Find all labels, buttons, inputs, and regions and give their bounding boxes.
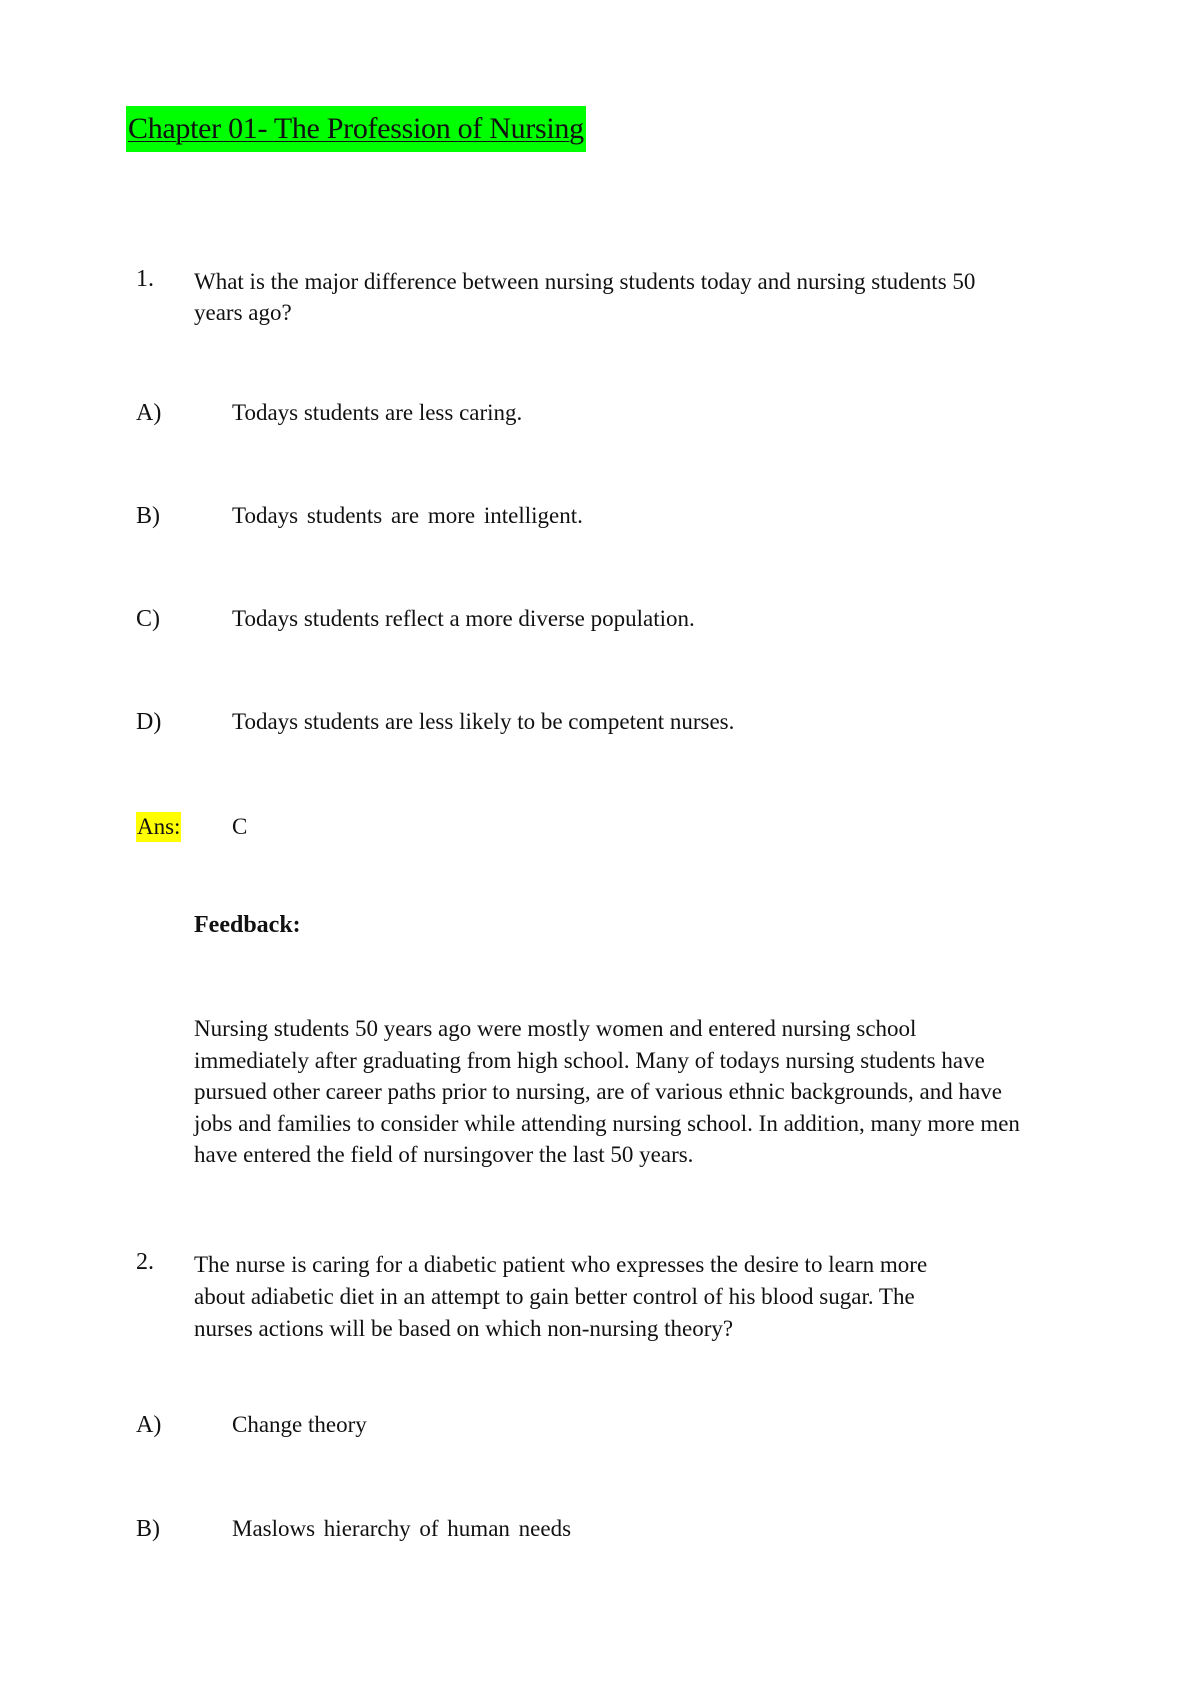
- question-1-text: What is the major difference between nursing students today and nursing students 50 years ago?: [194, 269, 976, 325]
- question-2-option-a-text: Change theory: [232, 1412, 367, 1437]
- chapter-title: Chapter 01- The Profession of Nursing: [126, 106, 586, 152]
- question-2-option-b-letter: B): [136, 1516, 160, 1542]
- answer-value: C: [232, 814, 248, 839]
- question-1-option-d-text: Todays students are less likely to be competent nurses.: [232, 709, 735, 734]
- question-1-option-c-text: Todays students reflect a more diverse population.: [232, 606, 695, 631]
- question-1-option-c-letter: C): [136, 606, 160, 632]
- question-1-option-a-text: Todays students are less caring.: [232, 400, 523, 425]
- question-1-option-a-letter: A): [136, 400, 162, 426]
- question-1-option-b-letter: B): [136, 503, 160, 529]
- question-2-text: The nurse is caring for a diabetic patient who expresses the desire to learn more about adiabetic diet in an attempt to gain better control of his blood sugar. The nurses actions will be based on which non-nursing theory?: [194, 1252, 928, 1341]
- question-2-option-a-letter: A): [136, 1412, 162, 1438]
- feedback-text: Nursing students 50 years ago were mostly women and entered nursing school immediately after graduating from high school. Many of todays nursing students have pursued other career paths prior to nursing, are of various ethnic backgrounds, and have jobs and families to consider while attending nursing school. In addition, many more men have entered the field of nursingover the last 50 years.: [194, 1016, 1020, 1167]
- question-2-number: 2.: [136, 1249, 154, 1275]
- answer-label: Ans:: [136, 812, 181, 842]
- feedback-heading: Feedback:: [194, 912, 301, 938]
- question-2-option-b-text: Maslows hierarchy of human needs: [232, 1516, 572, 1541]
- question-1-option-b-text: Todays students are more intelligent.: [232, 503, 583, 528]
- question-1-number: 1.: [136, 266, 154, 292]
- question-1-option-d-letter: D): [136, 709, 162, 735]
